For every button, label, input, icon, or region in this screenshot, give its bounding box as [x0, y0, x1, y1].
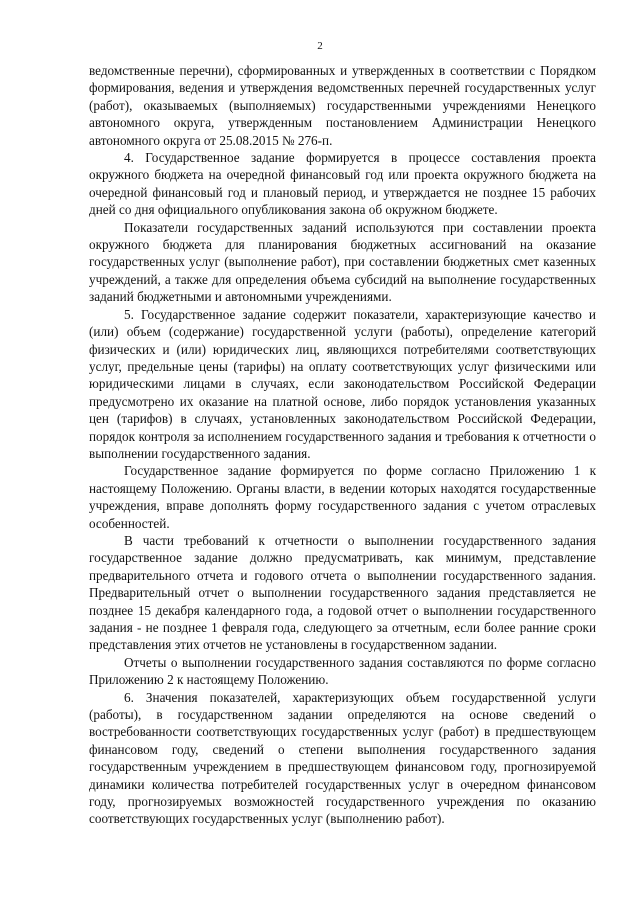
paragraph-reporting-requirements: В части требований к отчетности о выполнении государственного задания государственное задание должно предусматривать, как минимум, представление предварительного отчета и годового отчета о выполнении государственного задания. Предварительный отчет о выполнении государственного задания представляется не позднее 15 декабря календарного года, а годовой отчет о выполнении государственного задания - не позднее 1 февраля года, следующего за отчетным, если более ранние сроки представления этих отчетов не установлены в государственном задании. — [89, 532, 596, 653]
paragraph-item-5: 5. Государственное задание содержит показатели, характеризующие качество и (или) объем (содержание) государственной услуги (работы), определение категорий физических и (или) юридических лиц, являющихся потребителями соответствующих услуг, предельные цены (тарифы) на оплату соответствующих услуг физическими или юридическими лицами в случаях, если законодательством Российской Федерации предусмотрено их оказание на платной основе, либо порядок установления указанных цен (тарифов) в случаях, установленных законодательством Российской Федерации, порядок контроля за исполнением государственного задания и требования к отчетности о выполнении государственного задания. — [89, 306, 596, 461]
document-body — [89, 62, 596, 828]
paragraph-item-6: 6. Значения показателей, характеризующих объем государственной услуги (работы), в государственном задании определяются на основе сведений о востребованности соответствующих государственных услуг (работ) в предшествующем финансовом году, сведений о степени выполнения государственного задания государственным учреждением в предшествующем финансовом году, прогнозируемой динамики количества потребителей государственных услуг в очередном финансовом году, прогнозируемых возможностей государственного учреждения по оказанию соответствующих государственных услуг (выполнению работ). — [89, 689, 596, 827]
paragraph-reports-appendix-2: Отчеты о выполнении государственного задания составляются по форме согласно Приложению 2 к настоящему Положению. — [89, 654, 596, 688]
paragraph-continuation: ведомственные перечни), сформированных и утвержденных в соответствии с Порядком формирования, ведения и утверждения ведомственных перечней государственных услуг (работ), оказываемых (выполняемых) государственными учреждениями Ненецкого автономного округа, утвержденным постановлением Администрации Ненецкого автономного округа от 25.08.2015 № 276-п. — [89, 63, 596, 148]
page-number: 2 — [317, 40, 323, 52]
paragraph-indicators-usage: Показатели государственных заданий используются при составлении проекта окружного бюджета для планирования бюджетных ассигнований на оказание государственных услуг (выполнение работ), при составлении бюджетных смет казенных учреждений, а также для определения объема субсидий на выполнение государственных заданий бюджетными и автономными учреждениями. — [89, 219, 596, 305]
paragraph-form-appendix-1: Государственное задание формируется по форме согласно Приложению 1 к настоящему Положению. Органы власти, в ведении которых находятся государственные учреждения, вправе дополнять форму государственного задания с учетом отраслевых особенностей. — [89, 463, 596, 531]
paragraph-item-4: 4. Государственное задание формируется в процессе составления проекта окружного бюджета на очередной финансовый год или проекта окружного бюджета на очередной финансовый год и плановый период, и утверждается не позднее 15 рабочих дней со дня официального опубликования закона об окружном бюджете. — [89, 150, 596, 218]
